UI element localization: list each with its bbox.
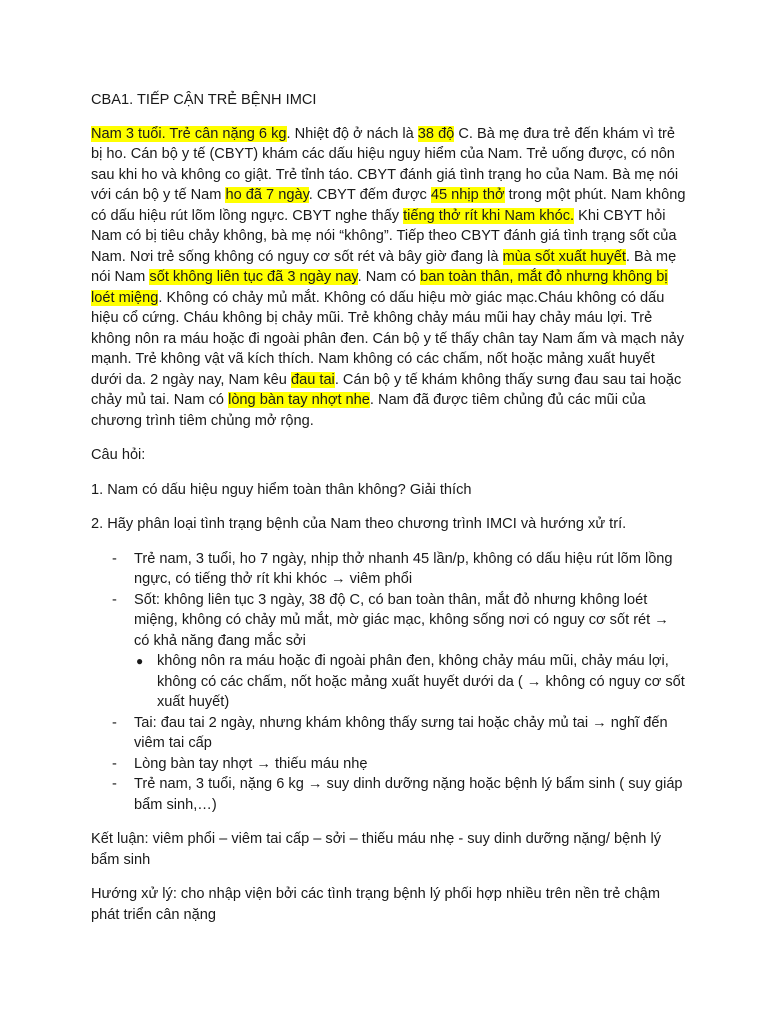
document-page: [91, 90, 687, 939]
answer-item-anemia: [91, 754, 687, 775]
dash-marker: -: [112, 755, 117, 772]
highlight-breath-rate: 45 nhịp thở: [430, 187, 505, 203]
answer-text: Trẻ nam, 3 tuổi, ho 7 ngày, nhịp thở nhanh 45 lần/p, không có dấu hiệu rút lõm lồng ngực, có tiếng thở rít khi khóc → viêm phổi: [134, 550, 673, 587]
highlight-earache: đau tai: [290, 371, 335, 388]
case-text: . Bà mẹ nói Nam: [91, 248, 677, 285]
dash-marker: -: [112, 591, 117, 608]
case-text: . Nam có: [357, 269, 421, 285]
case-text: C. Bà mẹ đưa trẻ đến khám vì trẻ bị ho. Cán bộ y tế (CBYT) khám các dấu hiệu nguy hiểm của Nam. Trẻ uống được, có nôn sau khi ho và không co giật. Trẻ tỉnh táo. CBYT đánh giá tình trạng ho của Nam. Bà mẹ nói với cán bộ y tế Nam: [91, 125, 679, 203]
questions-heading: Câu hỏi:: [91, 447, 146, 463]
answer-sublist: [134, 651, 687, 713]
highlight-rash: ban toàn thân, mắt đỏ nhưng không bị loét miệng: [91, 269, 668, 306]
highlight-age-weight: Nam 3 tuổi. Trẻ cân nặng 6 kg: [91, 125, 287, 142]
bullet-icon: ●: [136, 654, 144, 668]
answer-list: [91, 549, 687, 816]
answer-text: Sốt: không liên tục 3 ngày, 38 độ C, có ban toàn thân, mắt đỏ nhưng không loét miệng, không có chảy mủ mắt, mờ giác mạc, không sống nơi có nguy cơ sốt rét → có khả năng đang mắc sởi: [134, 591, 669, 649]
highlight-pale-palms: lòng bàn tay nhợt nhe: [228, 392, 370, 408]
case-text: . Không có chảy mủ mắt. Không có dấu hiệu mờ giác mạc.Cháu không có dấu hiệu cổ cứng. Cháu không bị chảy mũi. Trẻ không chảy máu mũi hay chảy máu lợi. Trẻ không nôn ra máu hoặc đi ngoài phân đen. Cán bộ y tế thấy chân tay Nam ấm và mạch nảy mạnh. Trẻ không vật vã kích thích. Nam không có các chấm, nốt hoặc mảng xuất huyết dưới da. 2 ngày nay, Nam kêu: [91, 289, 685, 388]
highlight-fever-duration: sốt không liên tục đã 3 ngày nay: [149, 269, 358, 285]
answer-subtext: không nôn ra máu hoặc đi ngoài phân đen, không chảy máu mũi, chảy máu lợi, không có các chấm, nốt hoặc mảng xuất huyết dưới da ( → không có nguy cơ sốt xuất huyết): [157, 653, 685, 710]
question-2: 2. Hãy phân loại tình trạng bệnh của Nam theo chương trình IMCI và hướng xử trí.: [91, 516, 627, 532]
answer-item-fever: [91, 590, 687, 713]
case-text: . Cán bộ y tế khám không thấy sưng đau sau tai hoặc chảy mủ tai. Nam có: [91, 371, 682, 408]
dash-marker: -: [112, 550, 117, 567]
conclusion: Kết luận: viêm phổi – viêm tai cấp – sởi – thiếu máu nhẹ - suy dinh dưỡng nặng/ bệnh lý bẩm sinh: [91, 831, 662, 868]
case-paragraph: [91, 124, 687, 432]
answer-item-ear: [91, 713, 687, 754]
question-1: 1. Nam có dấu hiệu nguy hiểm toàn thân không? Giải thích: [91, 481, 472, 498]
highlight-dengue-season: mùa sốt xuất huyết: [502, 248, 626, 265]
answer-text: Tai: đau tai 2 ngày, nhưng khám không thấy sưng tai hoặc chảy mủ tai → nghĩ đến viêm tai cấp: [134, 714, 668, 751]
answer-item-pneumonia: [91, 549, 687, 590]
answer-subitem-dengue: [134, 651, 687, 713]
answer-item-malnutrition: [91, 774, 687, 815]
highlight-temperature: 38 độ: [417, 125, 455, 142]
dash-marker: -: [112, 714, 117, 731]
case-text: . Nam đã được tiêm chủng đủ các mũi của chương trình tiêm chủng mở rộng.: [91, 392, 646, 429]
case-text: trong một phút. Nam không có dấu hiệu rút lõm lồng ngực. CBYT nghe thấy: [91, 187, 686, 224]
highlight-stridor: tiếng thở rít khi Nam khóc.: [403, 207, 575, 224]
highlight-cough-duration: ho đã 7 ngày: [225, 187, 309, 203]
dash-marker: -: [112, 776, 117, 792]
treatment: Hướng xử lý: cho nhập viện bởi các tình trạng bệnh lý phối hợp nhiều trên nền trẻ chậm phát triển cân nặng: [91, 886, 661, 923]
case-text: Khi CBYT hỏi Nam có bị tiêu chảy không, bà mẹ nói “không”. Tiếp theo CBYT đánh giá tình trạng sốt của Nam. Nơi trẻ sống không có nguy cơ sốt rét và bây giờ đang là: [91, 207, 677, 265]
answer-text: Lòng bàn tay nhợt → thiếu máu nhẹ: [134, 755, 368, 772]
document-title: CBA1. TIẾP CẬN TRẺ BỆNH IMCI: [91, 92, 317, 108]
answer-text: Trẻ nam, 3 tuổi, nặng 6 kg → suy dinh dưỡng nặng hoặc bệnh lý bẩm sinh ( suy giáp bẩm sinh,…): [134, 776, 683, 813]
case-text: . CBYT đếm được: [308, 187, 431, 203]
case-text: . Nhiệt độ ở nách là: [286, 125, 418, 142]
